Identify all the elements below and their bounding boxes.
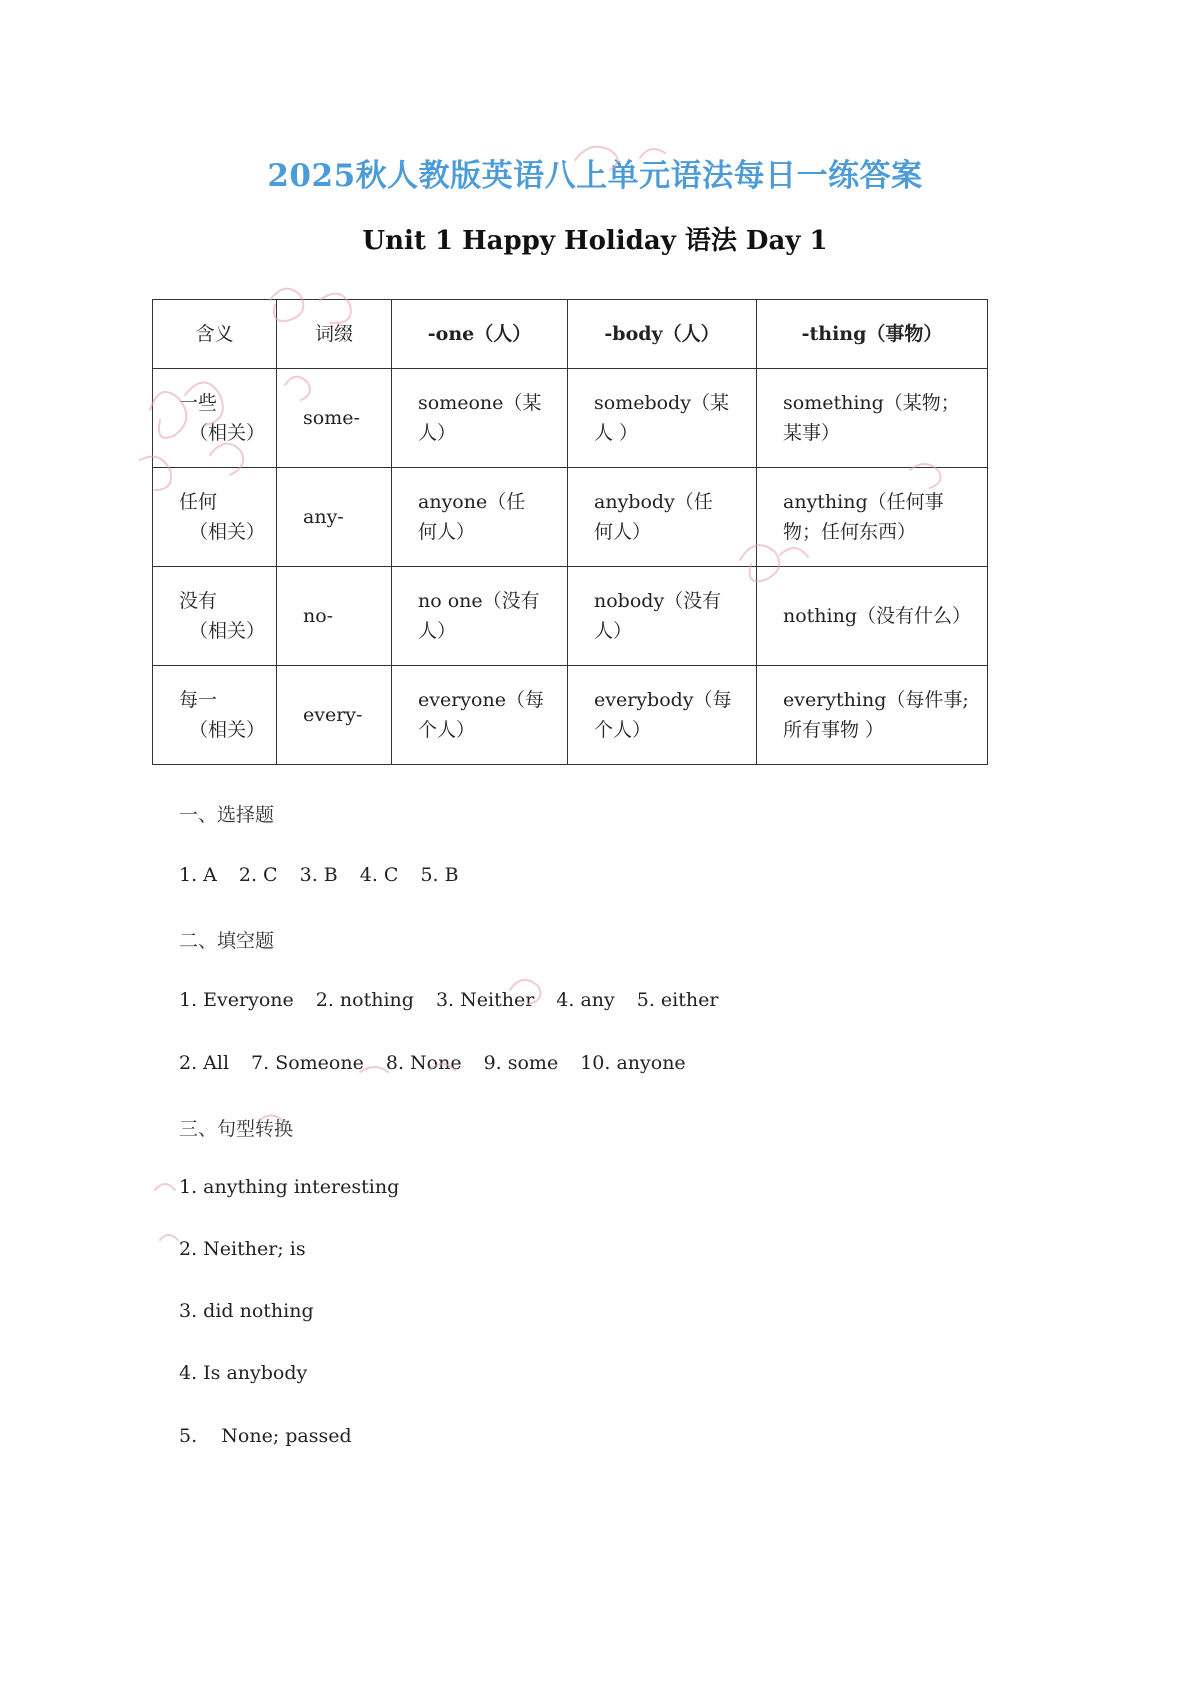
cell-body-line2: 人 ）	[594, 422, 639, 444]
cell-prefix: every-	[277, 666, 392, 765]
cell-thing-line2: 物；任何东西）	[783, 521, 917, 543]
section-heading-fill: 二、填空题	[179, 930, 275, 952]
cell-thing-line1: something（某物；	[783, 392, 960, 414]
header-prefix: 词缀	[277, 300, 392, 369]
cell-body	[568, 468, 757, 567]
table-header-row	[153, 300, 988, 369]
cell-one-line2: 个人）	[418, 719, 476, 741]
choice-answers	[179, 864, 459, 886]
cell-body-line1: nobody（没有	[594, 590, 722, 612]
cell-thing	[757, 468, 988, 567]
cell-thing-line1: everything（每件事;	[783, 689, 969, 711]
cell-meaning	[153, 666, 277, 765]
cell-prefix: any-	[277, 468, 392, 567]
fill-answers-line2	[179, 1052, 686, 1074]
cell-thing-line2: 所有事物 ）	[783, 719, 885, 741]
cell-thing-line1: anything（任何事	[783, 491, 944, 513]
cell-one	[392, 666, 568, 765]
answer-item: 1. A	[179, 864, 217, 886]
header-body: -body（人）	[568, 300, 757, 369]
transform-answer: 5. None; passed	[179, 1425, 352, 1447]
cell-one-line2: 人）	[418, 620, 457, 642]
table-row	[153, 666, 988, 765]
section-heading-transform: 三、句型转换	[179, 1118, 294, 1140]
cell-body-line2: 何人）	[594, 521, 652, 543]
header-meaning: 含义	[153, 300, 277, 369]
cell-body	[568, 567, 757, 666]
answer-item: 4. C	[359, 864, 399, 886]
cell-thing-line1: nothing（没有什么）	[783, 605, 972, 627]
cell-one	[392, 468, 568, 567]
transform-answer: 2. Neither; is	[179, 1238, 306, 1260]
cell-one-line1: someone（某	[418, 392, 542, 414]
answer-item: 5. B	[420, 864, 459, 886]
cell-body-line1: everybody（每	[594, 689, 732, 711]
cell-one-line2: 人）	[418, 422, 457, 444]
table-row	[153, 369, 988, 468]
cell-prefix: no-	[277, 567, 392, 666]
cell-body	[568, 666, 757, 765]
cell-one	[392, 567, 568, 666]
cell-meaning	[153, 369, 277, 468]
cell-one-line1: no one（没有	[418, 590, 540, 612]
unit-title: Unit 1 Happy Holiday 语法 Day 1	[362, 226, 828, 256]
cell-body	[568, 369, 757, 468]
meaning-note: （相关）	[189, 719, 266, 741]
cell-one-line2: 何人）	[418, 521, 476, 543]
cell-one-line1: everyone（每	[418, 689, 544, 711]
answer-item: 8. None	[385, 1052, 462, 1074]
table-row	[153, 567, 988, 666]
cell-thing	[757, 567, 988, 666]
cell-one-line1: anyone（任	[418, 491, 526, 513]
meaning-word: 一些	[179, 392, 218, 414]
answer-item: 4. any	[556, 989, 615, 1011]
transform-answer: 4. Is anybody	[179, 1362, 308, 1384]
answer-item: 2. nothing	[315, 989, 414, 1011]
fill-answers-line1	[179, 989, 718, 1011]
answer-item: 10. anyone	[580, 1052, 686, 1074]
meaning-word: 任何	[179, 491, 218, 513]
transform-answer: 1. anything interesting	[179, 1176, 400, 1198]
table-row	[153, 468, 988, 567]
cell-body-line1: somebody（某	[594, 392, 729, 414]
cell-thing	[757, 666, 988, 765]
cell-body-line2: 个人）	[594, 719, 652, 741]
meaning-word: 每一	[179, 689, 218, 711]
cell-prefix: some-	[277, 369, 392, 468]
meaning-note: （相关）	[189, 422, 266, 444]
answer-item: 2. All	[179, 1052, 230, 1074]
cell-meaning	[153, 468, 277, 567]
answer-item: 3. Neither	[435, 989, 535, 1011]
page-title: 2025秋人教版英语八上单元语法每日一练答案	[267, 158, 923, 194]
answer-item: 3. B	[299, 864, 338, 886]
cell-one	[392, 369, 568, 468]
answer-item: 2. C	[238, 864, 278, 886]
meaning-note: （相关）	[189, 521, 266, 543]
meaning-note: （相关）	[189, 620, 266, 642]
cell-meaning	[153, 567, 277, 666]
header-one: -one（人）	[392, 300, 568, 369]
header-thing: -thing（事物）	[757, 300, 988, 369]
cell-thing	[757, 369, 988, 468]
answer-item: 1. Everyone	[179, 989, 294, 1011]
cell-body-line2: 人）	[594, 620, 633, 642]
grammar-table	[152, 299, 988, 765]
cell-body-line1: anybody（任	[594, 491, 713, 513]
meaning-word: 没有	[179, 590, 218, 612]
answer-item: 7. Someone	[251, 1052, 364, 1074]
answer-item: 5. either	[636, 989, 719, 1011]
cell-thing-line2: 某事）	[783, 422, 841, 444]
section-heading-choice: 一、选择题	[179, 804, 275, 826]
transform-answer: 3. did nothing	[179, 1300, 314, 1322]
answer-item: 9. some	[483, 1052, 559, 1074]
